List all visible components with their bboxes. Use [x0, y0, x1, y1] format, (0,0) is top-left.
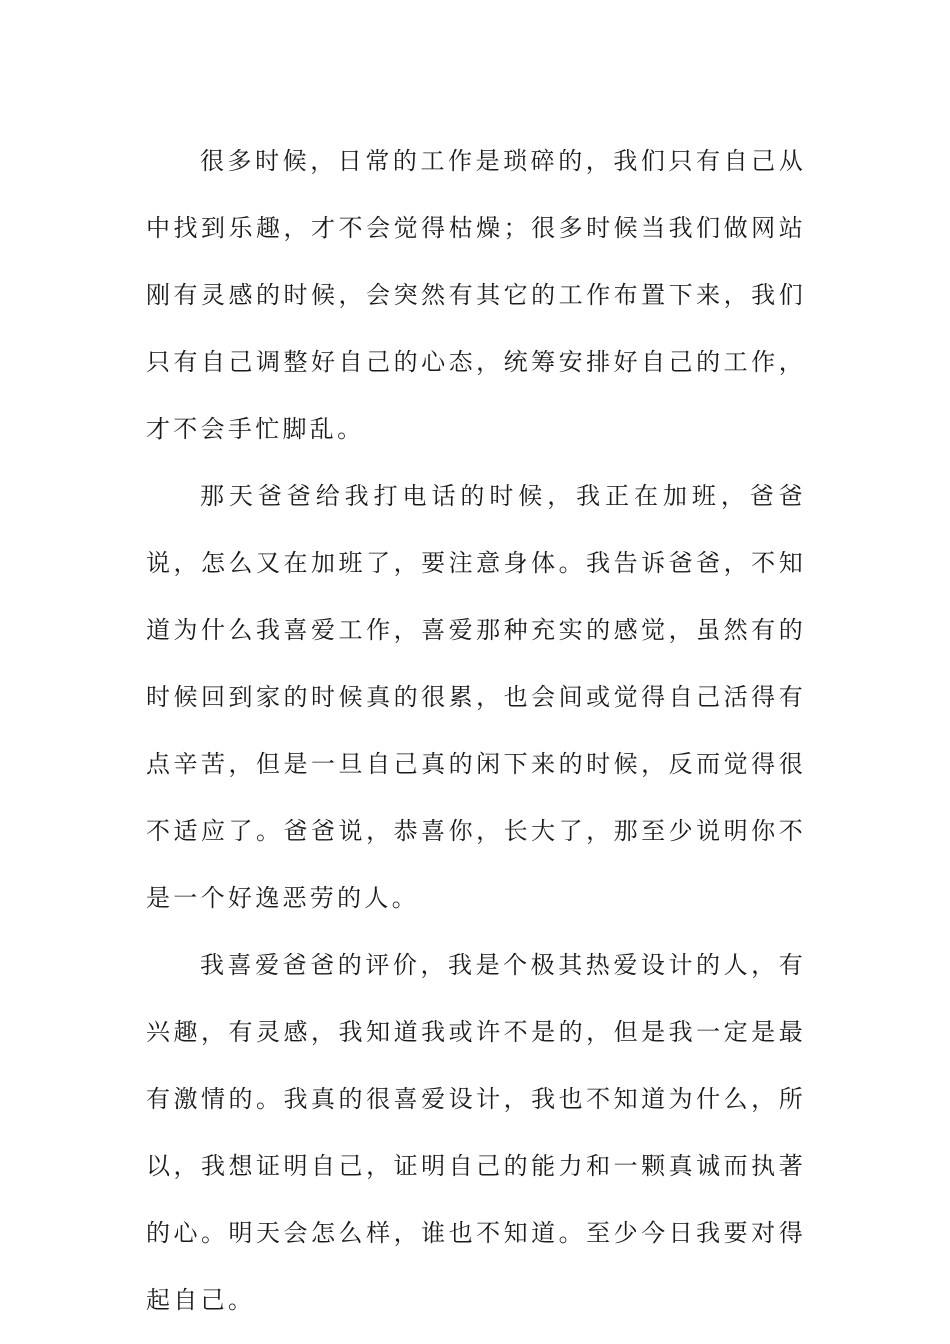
paragraph-3: 我喜爱爸爸的评价，我是个极其热爱设计的人，有兴趣，有灵感，我知道我或许不是的，但是我一定是最有激情的。我真的很喜爱设计，我也不知道为什么，所以，我想证明自己，证明自己的能力和一颗真诚而执著的心。明天会怎么样，谁也不知道。至少今日我要对得起自己。 [146, 951, 806, 1314]
paragraph-1: 很多时候，日常的工作是琐碎的，我们只有自己从中找到乐趣，才不会觉得枯燥；很多时候当我们做网站刚有灵感的时候，会突然有其它的工作布置下来，我们只有自己调整好自己的心态，统筹安排好自己的工作，才不会手忙脚乱。 [146, 147, 806, 443]
paragraph-2: 那天爸爸给我打电话的时候，我正在加班，爸爸说，怎么又在加班了，要注意身体。我告诉爸爸，不知道为什么我喜爱工作，喜爱那种充实的感觉，虽然有的时候回到家的时候真的很累，也会间或觉得自己活得有点辛苦，但是一旦自己真的闲下来的时候，反而觉得很不适应了。爸爸说，恭喜你，长大了，那至少说明你不是一个好逸恶劳的人。 [146, 482, 806, 912]
document-body [146, 128, 806, 1334]
